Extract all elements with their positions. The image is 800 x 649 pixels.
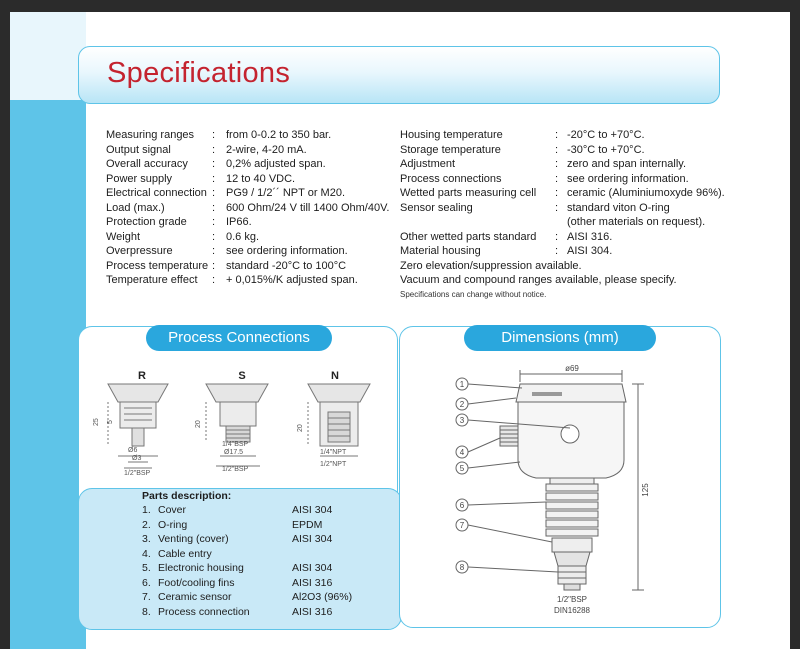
part-name: Venting (cover) — [158, 533, 229, 545]
list-item — [142, 576, 352, 591]
spec-label: Process temperature — [106, 259, 209, 272]
zero-elevation-note: Zero elevation/suppression available. — [400, 259, 582, 272]
spec-colon: : — [212, 230, 216, 243]
spec-colon: : — [555, 187, 559, 199]
spec-row — [106, 230, 389, 245]
spec-value: from 0-0.2 to 350 bar. — [226, 129, 332, 141]
height-label: 125 — [641, 483, 650, 497]
thread-label: 1/2"BSP — [557, 595, 587, 604]
part-number: 2. — [142, 518, 151, 531]
part-material: Al2O3 (96%) — [292, 591, 353, 603]
spec-value: AISI 316. — [567, 230, 613, 243]
spec-value: + 0,015%/K adjusted span. — [226, 274, 358, 286]
spec-colon: : — [212, 158, 216, 170]
spec-row — [400, 157, 725, 172]
connector-r-letter: R — [138, 370, 146, 382]
vacuum-compound-note: Vacuum and compound ranges available, please specify. — [400, 274, 677, 286]
spec-value: 0,2% adjusted span. — [226, 158, 326, 170]
spec-label: Wetted parts measuring cell — [400, 187, 537, 199]
spec-label: Storage temperature — [400, 143, 501, 156]
spec-row — [106, 143, 389, 158]
part-number: 3. — [142, 533, 151, 545]
spec-value: standard -20°C to 100°C — [226, 259, 347, 272]
side-strip-light — [10, 12, 86, 100]
callout-4: 4 — [459, 448, 465, 457]
spec-value: (other materials on request). — [567, 216, 706, 228]
diameter-label: ø69 — [565, 364, 579, 373]
parts-list — [142, 503, 352, 619]
spec-value: see ordering information. — [567, 172, 689, 185]
spec-label — [400, 215, 555, 230]
spec-label: Overpressure — [106, 245, 173, 257]
frame-left-border — [0, 0, 10, 649]
part-name: Process connection — [158, 605, 250, 618]
part-name: Ceramic sensor — [158, 591, 232, 603]
connector-s-letter: S — [238, 370, 246, 382]
connector-r-dim: 5 — [107, 420, 114, 424]
spec-colon: : — [555, 172, 559, 185]
spec-colon: : — [212, 216, 216, 228]
part-name: Cable entry — [158, 547, 212, 560]
specs-right-column — [400, 128, 725, 302]
spec-value: PG9 / 1/2´´ NPT or M20. — [226, 187, 346, 199]
callout-3: 3 — [459, 416, 465, 425]
part-number: 7. — [142, 591, 151, 603]
spec-colon: : — [555, 201, 559, 214]
connector-r-dim: Ø6 — [128, 447, 138, 454]
part-number: 5. — [142, 562, 151, 574]
part-name: Electronic housing — [158, 562, 244, 574]
spec-row — [400, 143, 725, 158]
spec-label: Adjustment — [400, 158, 456, 170]
spec-colon: : — [212, 259, 216, 272]
spec-row — [106, 186, 389, 201]
parts-title: Parts description: — [142, 490, 232, 502]
spec-colon: : — [212, 143, 216, 156]
process-connection-shape — [558, 566, 586, 584]
spec-colon: : — [555, 129, 559, 141]
part-material: AISI 304 — [292, 533, 333, 545]
part-material: AISI 304 — [292, 562, 333, 574]
spec-row — [106, 215, 389, 230]
spec-row — [106, 172, 389, 187]
spec-row — [106, 273, 389, 288]
spec-label: Load (max.) — [106, 201, 165, 214]
callout-7: 7 — [459, 521, 465, 530]
spec-value: AISI 304. — [567, 245, 613, 257]
part-material: AISI 304 — [292, 504, 333, 516]
list-item — [142, 532, 352, 547]
list-item — [142, 590, 352, 605]
spec-label: Measuring ranges — [106, 129, 195, 141]
spec-value: -20°C to +70°C. — [567, 129, 645, 141]
list-item — [142, 547, 352, 562]
frame-right-border — [790, 0, 800, 649]
spec-colon: : — [212, 245, 216, 257]
part-number: 1. — [142, 504, 151, 516]
connector-s-dim: 20 — [195, 420, 202, 428]
connector-n-dim: 1/2"NPT — [320, 461, 347, 468]
spec-row — [400, 215, 725, 230]
spec-colon: : — [555, 245, 559, 257]
callout-6: 6 — [459, 501, 465, 510]
page-title: Specifications — [107, 57, 291, 89]
spec-label: Electrical connection — [106, 187, 207, 199]
spec-value: standard viton O-ring — [567, 201, 670, 214]
spec-label: Sensor sealing — [400, 201, 473, 214]
list-item — [142, 503, 352, 518]
list-item — [142, 561, 352, 576]
spec-colon: : — [212, 187, 216, 199]
spec-colon: : — [212, 129, 216, 141]
spec-value: -30°C to +70°C. — [567, 143, 645, 156]
frame-top-border — [0, 0, 800, 12]
part-material: EPDM — [292, 518, 323, 531]
spec-colon — [555, 215, 567, 230]
spec-row — [106, 157, 389, 172]
part-number: 8. — [142, 605, 151, 618]
spec-label: Overall accuracy — [106, 158, 188, 170]
spec-row — [106, 259, 389, 274]
change-notice: Specifications can change without notice. — [400, 289, 547, 299]
connector-n-letter: N — [331, 370, 339, 382]
spec-value: IP66. — [226, 216, 252, 228]
spec-label: Output signal — [106, 143, 171, 156]
ceramic-sensor-shape — [552, 538, 592, 552]
list-item — [142, 518, 352, 533]
spec-colon: : — [212, 172, 216, 185]
spec-label: Process connections — [400, 172, 502, 185]
spec-colon: : — [555, 143, 559, 156]
part-number: 6. — [142, 576, 151, 589]
spec-row — [400, 128, 725, 143]
din-standard-label: DIN16288 — [553, 606, 591, 615]
connector-s-dim: Ø17.5 — [224, 449, 244, 456]
part-name: Cover — [158, 504, 187, 516]
part-number: 4. — [142, 547, 151, 560]
spec-colon: : — [555, 230, 559, 243]
connector-r-dim: 25 — [93, 418, 100, 426]
spec-value: 2-wire, 4-20 mA. — [226, 143, 307, 156]
list-item — [142, 605, 352, 620]
cable-entry-shape — [500, 426, 518, 446]
spec-row — [400, 201, 725, 216]
spec-colon: : — [555, 158, 559, 170]
part-material: AISI 316 — [292, 605, 333, 618]
connector-s-dim: 1/4"BSP — [222, 441, 249, 448]
connector-s-dim: 1/2"BSP — [222, 466, 249, 473]
process-connections-drawing — [88, 362, 388, 484]
spec-value: zero and span internally. — [567, 158, 687, 170]
spec-value: ceramic (Aluminiumoxyde 96%). — [567, 187, 725, 199]
part-name: O-ring — [158, 518, 188, 531]
spec-row — [106, 128, 389, 143]
spec-row — [400, 186, 725, 201]
title-banner — [78, 46, 720, 104]
process-connections-heading: Process Connections — [146, 325, 332, 351]
spec-label: Weight — [106, 230, 141, 243]
connector-n-dim: 1/4"NPT — [320, 449, 347, 456]
spec-value: see ordering information. — [226, 245, 348, 257]
spec-label: Housing temperature — [400, 129, 503, 141]
spec-value: 600 Ohm/24 V till 1400 Ohm/40V. — [226, 201, 390, 214]
connector-r-dim: 1/2"BSP — [124, 470, 151, 477]
specs-left-column — [106, 128, 389, 288]
part-name: Foot/cooling fins — [158, 576, 235, 589]
side-color-strip — [10, 12, 86, 649]
spec-colon: : — [212, 201, 216, 214]
callout-2: 2 — [459, 400, 465, 409]
spec-label: Power supply — [106, 172, 173, 185]
spec-row — [400, 172, 725, 187]
spec-row — [400, 244, 725, 259]
spec-label: Other wetted parts standard — [400, 230, 537, 243]
spec-label: Temperature effect — [106, 274, 198, 286]
spec-colon: : — [212, 274, 216, 286]
callout-1: 1 — [459, 380, 465, 389]
connector-n-dim: 20 — [297, 424, 304, 432]
dimensions-heading: Dimensions (mm) — [464, 325, 656, 351]
spec-row — [106, 201, 389, 216]
spec-value: 12 to 40 VDC. — [226, 172, 296, 185]
dimensions-drawing — [402, 362, 714, 624]
callout-8: 8 — [459, 563, 465, 572]
part-material: AISI 316 — [292, 576, 333, 589]
spec-label: Material housing — [400, 245, 481, 257]
connector-r-dim: Ø3 — [132, 455, 142, 462]
connector-n-drawing — [308, 384, 370, 456]
spec-row — [106, 244, 389, 259]
spec-row — [400, 230, 725, 245]
callout-5: 5 — [459, 464, 465, 473]
spec-label: Protection grade — [106, 216, 187, 228]
spec-value: 0.6 kg. — [226, 230, 260, 243]
